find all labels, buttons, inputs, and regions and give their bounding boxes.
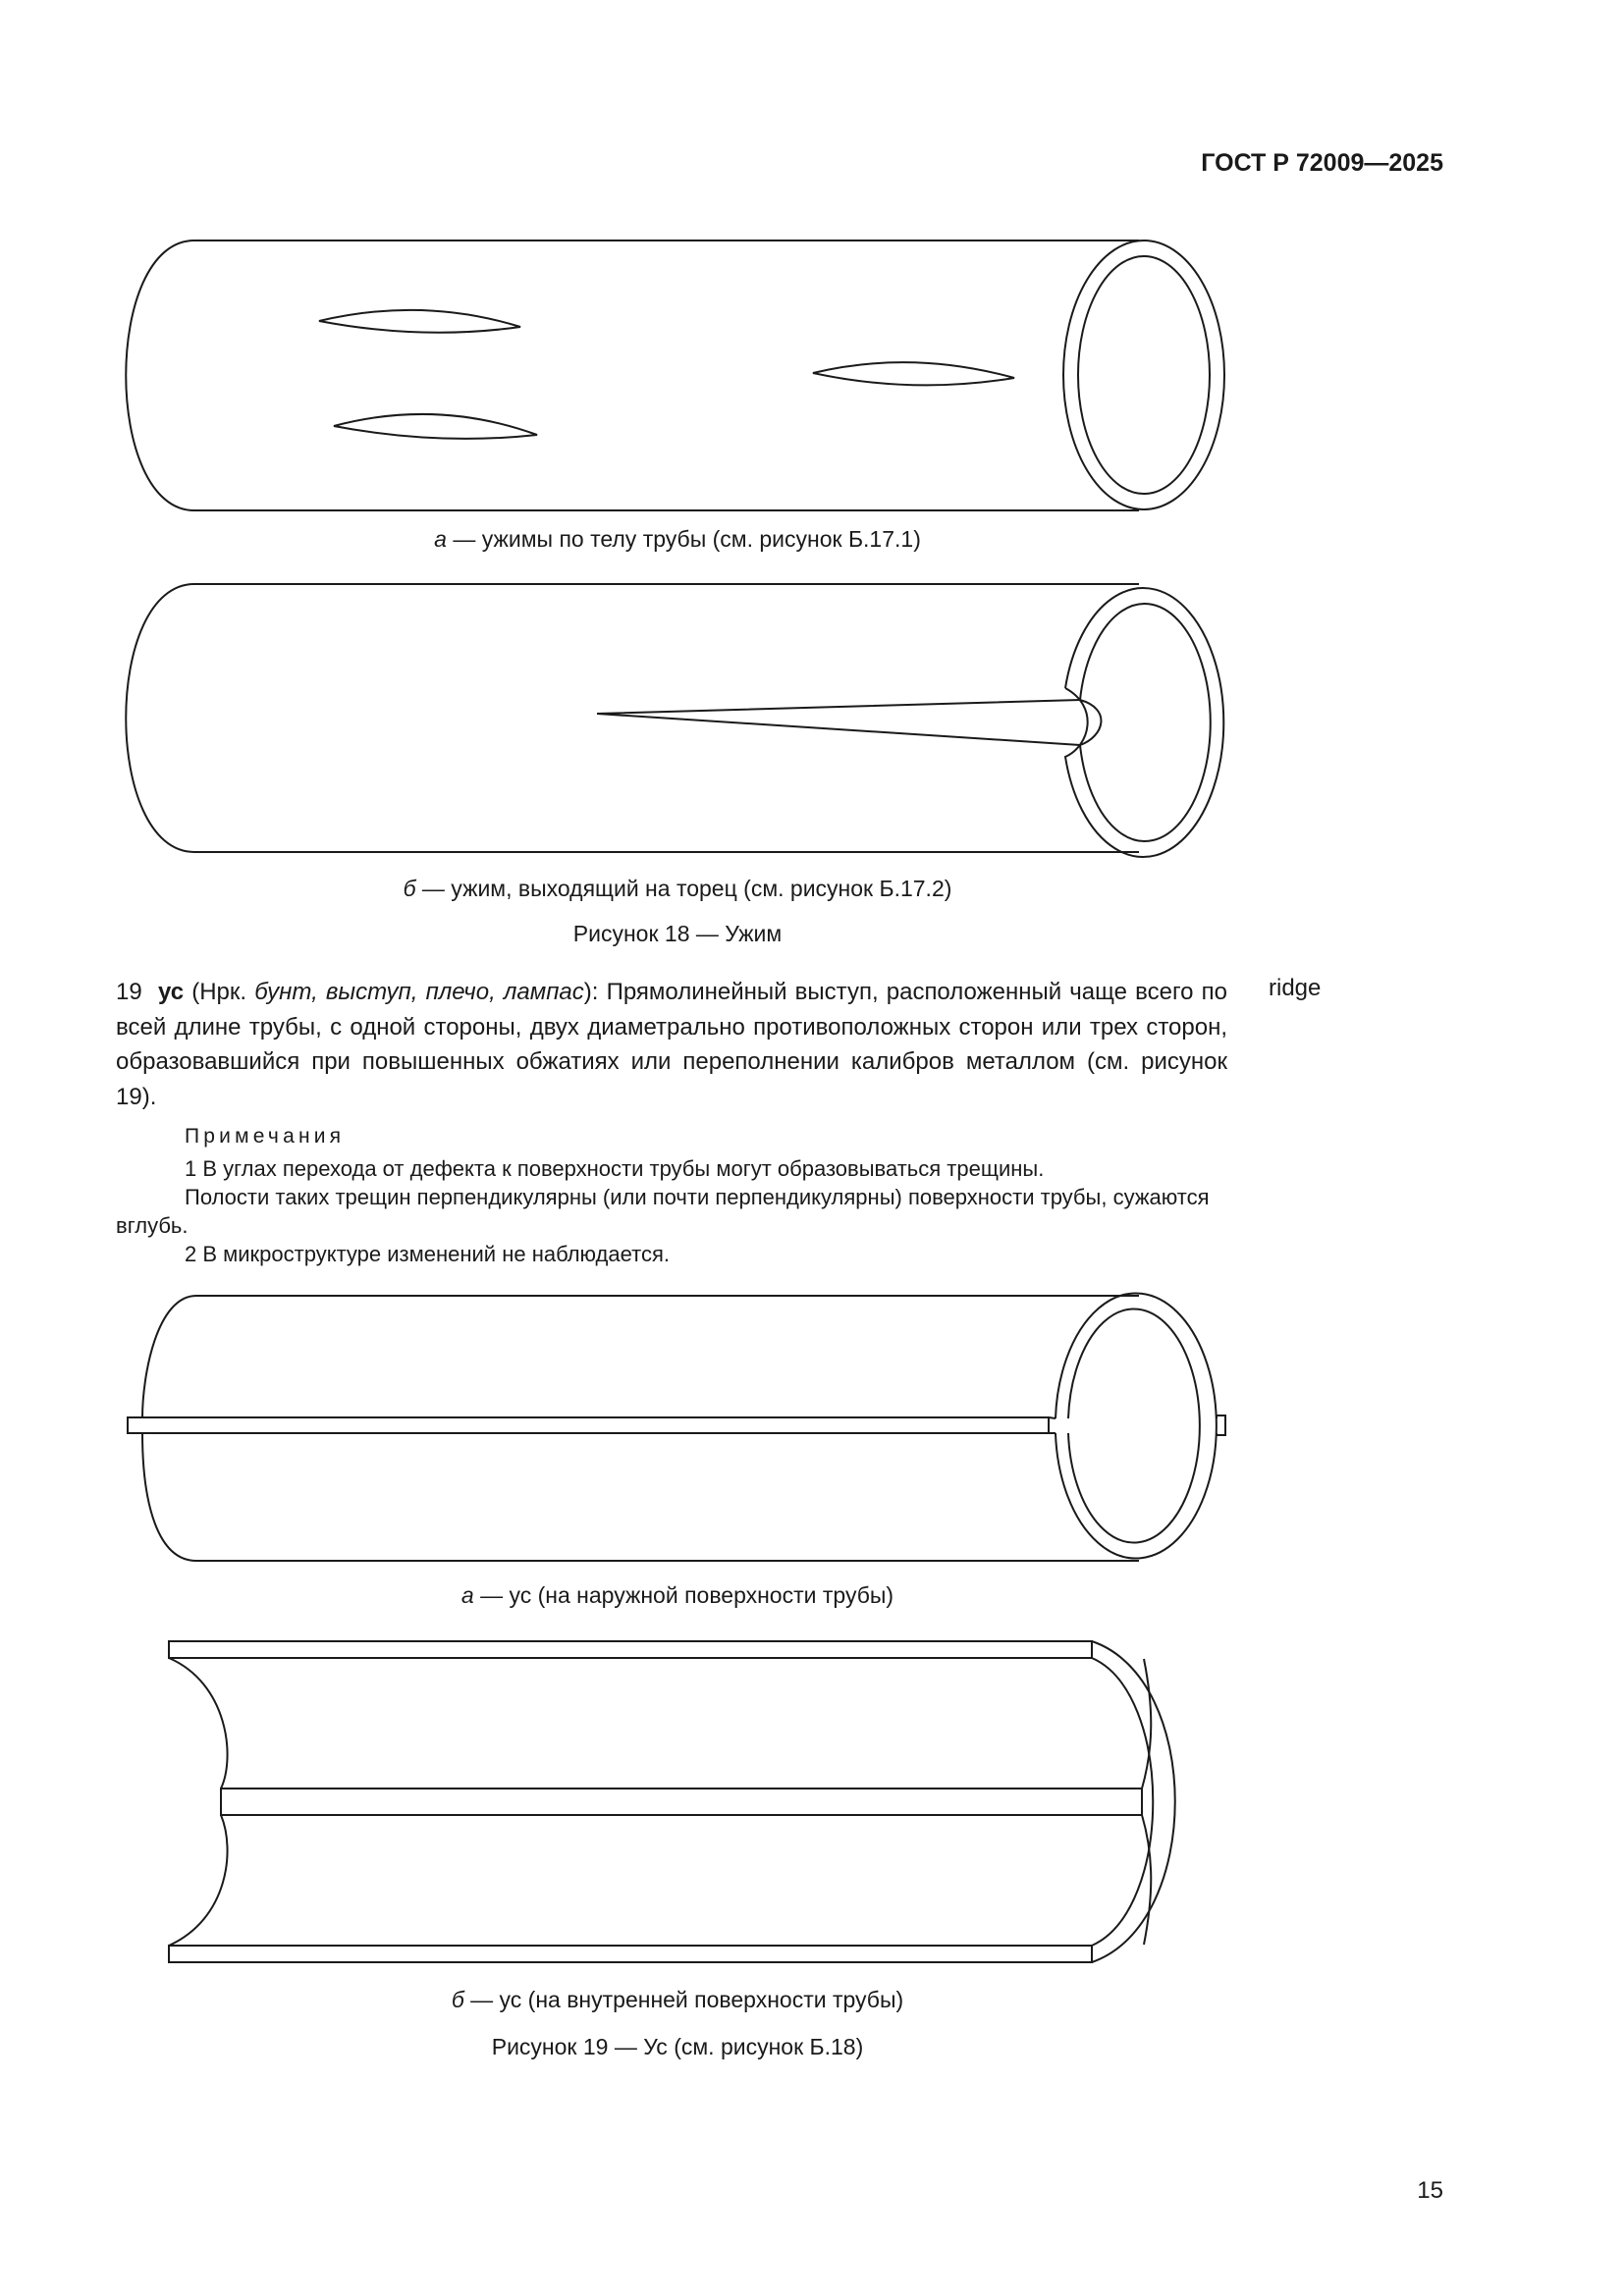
figure-18a-caption: а — ужимы по телу трубы (см. рисунок Б.17.1)	[434, 526, 921, 552]
term-english-equivalent: ridge	[1269, 975, 1322, 1001]
left-cut-lower	[169, 1815, 228, 1946]
left-cut-upper	[169, 1658, 228, 1789]
figure-18-title: Рисунок 18 — Ужим	[572, 921, 783, 946]
half-pipe-bottom-edge	[169, 1946, 1092, 1962]
note-1-continued: Полости таких трещин перпендикулярны (или почти перпендикулярны) поверхности трубы, сужаются вглубь.	[116, 1185, 1210, 1238]
half-pipe-end-inner	[1092, 1658, 1153, 1946]
note-1: 1 В углах перехода от дефекта к поверхности трубы могут образовываться трещины.	[185, 1156, 1045, 1181]
page-number: 15	[1417, 2177, 1443, 2204]
figure-19a-caption: а — ус (на наружной поверхности трубы)	[460, 1582, 894, 1608]
ridge-inner	[221, 1789, 1142, 1815]
figure-19b-caption: б — ус (на внутренней поверхности трубы)	[451, 1987, 904, 2012]
note-2: 2 В микроструктуре изменений не наблюдается.	[185, 1242, 670, 1266]
figure-18b-caption: б — ужим, выходящий на торец (см. рисунок Б.17.2)	[403, 876, 952, 901]
notes-heading: Примечания	[185, 1125, 346, 1148]
document-header: ГОСТ Р 72009—2025	[1201, 149, 1443, 177]
term-19-definition: 19 ус (Нрк. бунт, выступ, плечо, лампас): Прямолинейный выступ, расположенный чаще всего по всей длине трубы, с одной стороны, двух диаметрально противоположных сторон или трех сторон, образовавшийся при повышенных обжатиях или переполнении калибров металлом (см. рисунок 19).	[116, 979, 1227, 1110]
half-pipe-end-outer	[1092, 1641, 1175, 1962]
half-pipe-top-edge	[169, 1641, 1092, 1658]
figure-19-title: Рисунок 19 — Ус (см. рисунок Б.18)	[491, 2034, 864, 2059]
